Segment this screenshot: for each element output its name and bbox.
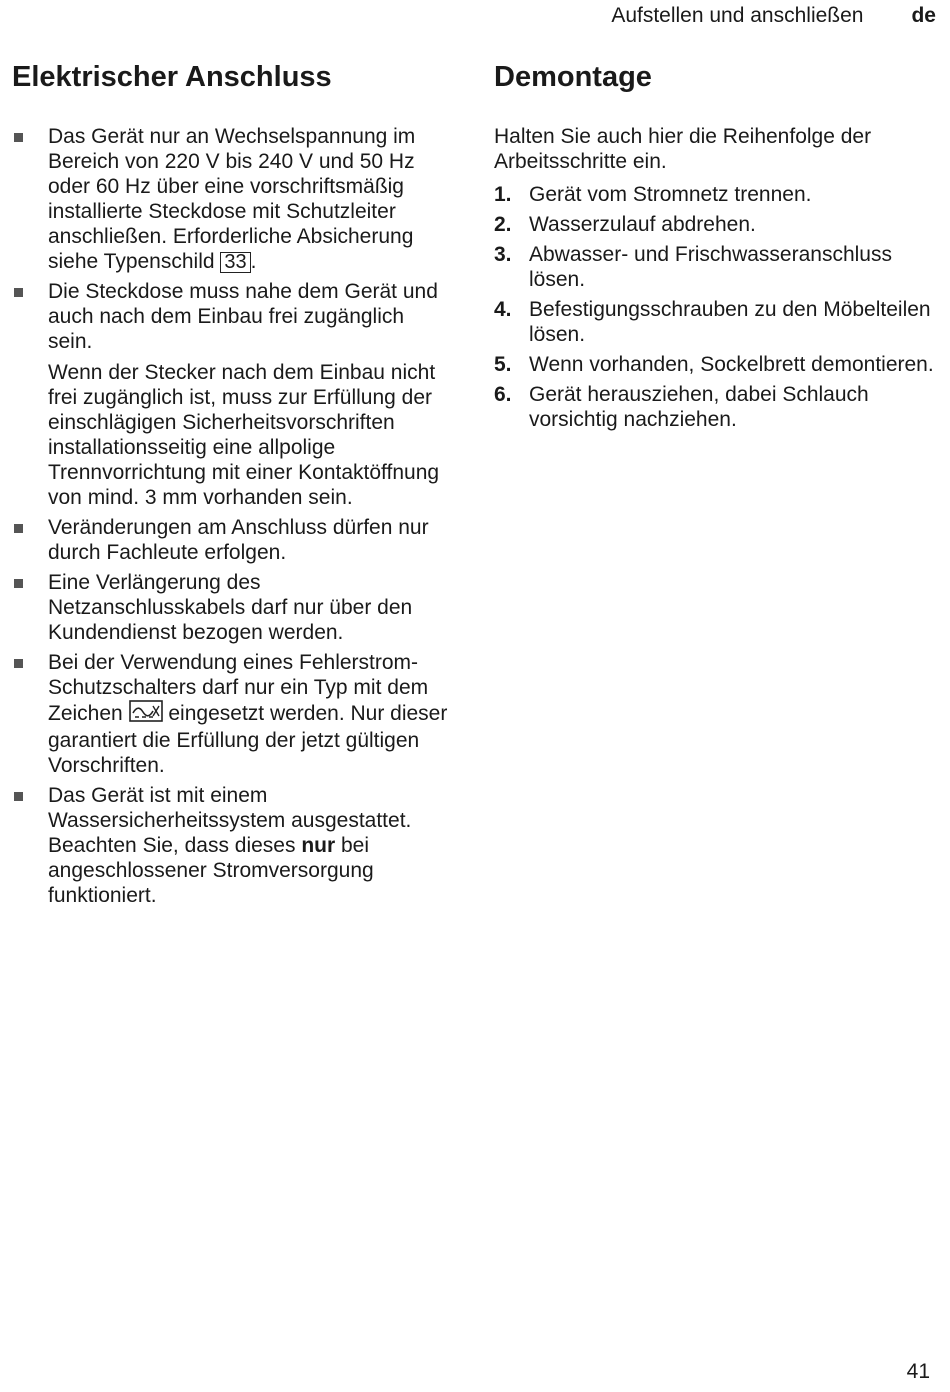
list-item <box>12 279 452 510</box>
step-text: Wasserzulauf abdrehen. <box>529 213 756 236</box>
section-heading: Demontage <box>494 61 652 93</box>
list-item <box>12 650 452 778</box>
page-header <box>611 4 936 28</box>
bullet-text-end: eingesetzt werden. Nur dieser garantiert die Erfüllung der jetzt gültigen Vorschriften. <box>48 702 448 777</box>
step-text: Gerät herausziehen, dabei Schlauch vorsichtig nachziehen. <box>529 383 869 431</box>
bullet-text: Das Gerät ist mit einem Wassersicherheitssystem ausgestattet. Beachten Sie, dass dieses <box>48 784 412 857</box>
step-text: Befestigungsschrauben zu den Möbelteilen lösen. <box>529 298 931 346</box>
list-item <box>12 570 452 645</box>
step-item <box>494 382 939 432</box>
language-code: de <box>911 4 936 27</box>
list-item <box>12 124 452 274</box>
bullet-list <box>12 124 452 908</box>
step-text: Wenn vorhanden, Sockelbrett demontieren. <box>529 353 934 376</box>
step-item <box>494 182 939 207</box>
bullet-text-end: bei angeschlossener Stromversorgung funktioniert. <box>48 834 374 907</box>
bullet-text: Bei der Verwendung eines Fehlerstrom-Schutzschalters darf nur ein Typ mit dem Zeichen <box>48 651 429 725</box>
bullet-text: Die Steckdose muss nahe dem Gerät und auch nach dem Einbau frei zugänglich sein. <box>48 280 438 353</box>
bullet-square-icon <box>14 579 23 588</box>
bullet-square-icon <box>14 133 23 142</box>
bullet-text: Veränderungen am Anschluss dürfen nur durch Fachleute erfolgen. <box>48 516 429 564</box>
bullet-text: Das Gerät nur an Wechselspannung im Bereich von 220 V bis 240 V und 50 Hz oder 60 Hz über eine vorschriftsmäßig installierte Steckdose mit Schutzleiter anschließen. Erforderliche Absicherung siehe Typenschild <box>48 125 416 273</box>
emphasis-text: nur <box>301 834 336 857</box>
steps-list <box>494 182 939 432</box>
electrical-connection-section <box>12 60 452 913</box>
bullet-square-icon <box>14 288 23 297</box>
step-number: 2. <box>494 213 512 236</box>
bullet-square-icon <box>14 792 23 801</box>
intro-text: Halten Sie auch hier die Reihenfolge der Arbeitsschritte ein. <box>494 125 872 173</box>
rcd-symbol-icon <box>129 700 163 728</box>
step-item <box>494 242 939 292</box>
bullet-square-icon <box>14 659 23 668</box>
bullet-square-icon <box>14 524 23 533</box>
section-title: Aufstellen und anschließen <box>611 4 864 27</box>
step-text: Gerät vom Stromnetz trennen. <box>529 183 812 206</box>
step-number: 5. <box>494 353 512 376</box>
bullet-text: Eine Verlängerung des Netzanschlusskabels darf nur über den Kundendienst bezogen werden. <box>48 571 413 644</box>
bullet-extra-paragraph: Wenn der Stecker nach dem Einbau nicht frei zugänglich ist, muss zur Erfüllung der einschlägigen Sicherheitsvorschriften installationsseitig eine allpolige Trennvorrichtung mit einer Kontaktöffnung von mind. 3 mm vorhanden sein. <box>48 361 440 509</box>
step-text: Abwasser- und Frischwasseranschluss lösen. <box>529 243 892 291</box>
step-number: 6. <box>494 383 512 406</box>
step-number: 1. <box>494 183 512 206</box>
step-item <box>494 352 939 377</box>
step-number: 3. <box>494 243 512 266</box>
step-number: 4. <box>494 298 512 321</box>
list-item <box>12 515 452 565</box>
page-number: 41 <box>906 1360 930 1383</box>
step-item <box>494 297 939 347</box>
step-item <box>494 212 939 237</box>
reference-number-box: 33 <box>220 252 250 273</box>
list-item <box>12 783 452 908</box>
disassembly-section <box>494 60 939 437</box>
section-heading: Elektrischer Anschluss <box>12 61 332 93</box>
bullet-text-end: . <box>250 250 257 273</box>
